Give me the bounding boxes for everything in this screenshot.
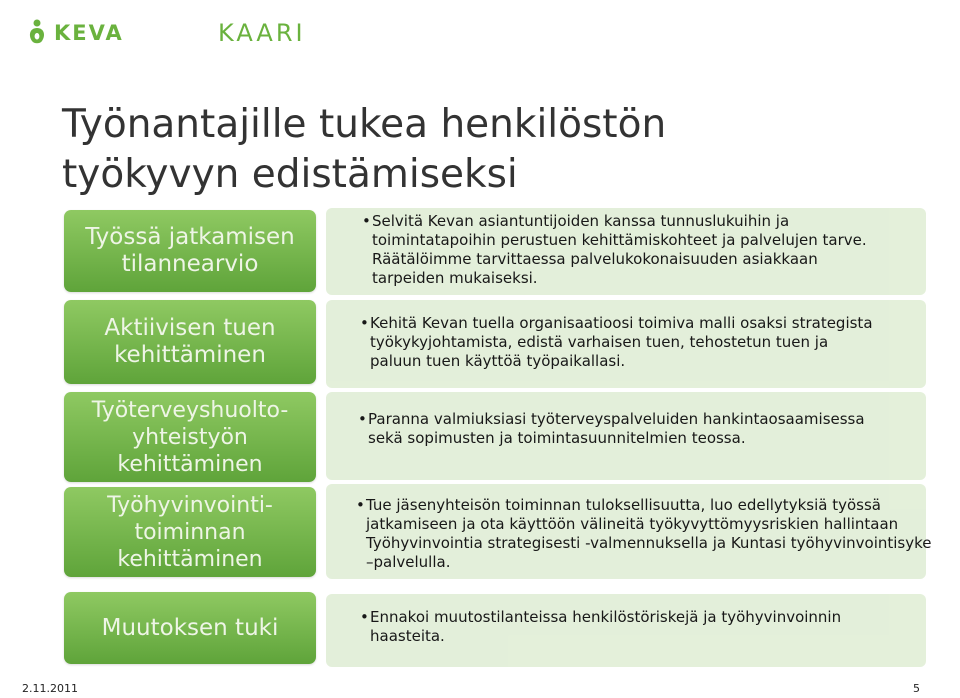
- row-4-label-line-3: kehittäminen: [117, 546, 263, 572]
- row-2-text: Kehitä Kevan tuella organisaatioosi toimiva malli osaksi strategista työkykyjohtamista, edistä varhaisen tuen, tehostetun tuen ja paluun tuen käyttöä työpaikallasi.: [370, 314, 873, 370]
- page-number: 5: [913, 682, 920, 695]
- row-4-label-box: [64, 487, 316, 577]
- bullet-icon: •: [362, 212, 371, 230]
- row-1-label-line-2: tilannearvio: [121, 251, 259, 277]
- keva-logo-text: KEVA: [54, 21, 124, 45]
- footer-date: 2.11.2011: [22, 682, 78, 695]
- kaari-logo: [218, 18, 306, 48]
- row-3-description-panel: [326, 392, 926, 480]
- bullet-icon: •: [358, 410, 367, 428]
- row-3-label-line-1: Työterveyshuolto-: [91, 397, 289, 423]
- bullet-icon: •: [356, 496, 365, 514]
- row-3-label-line-2: yhteistyön: [132, 424, 248, 450]
- bullet-icon: •: [360, 608, 369, 626]
- row-5-label-line-1: Muutoksen tuki: [101, 614, 279, 641]
- row-4-text: Tue jäsenyhteisön toiminnan tuloksellisuutta, luo edellytyksiä työssä jatkamiseen ja ota käyttöön välineitä työkyvyttömyysriskien hallintaan Työhyvinvointia strategisesti -valmennuksella ja Kuntasi työhyvinvointisyke –palvelulla.: [366, 496, 932, 571]
- row-5-label-box: [64, 592, 316, 664]
- page-title: [62, 100, 922, 200]
- row-4-label-line-2: toiminnan: [134, 519, 246, 545]
- keva-logo: [26, 18, 124, 48]
- row-1-label-line-1: Työssä jatkamisen: [85, 224, 295, 250]
- title-line-2: työkyvyn edistämiseksi: [62, 152, 518, 197]
- row-4-description-panel: [326, 484, 932, 579]
- row-2-description-panel: [326, 300, 926, 388]
- keva-logo-mark-icon: [26, 19, 48, 47]
- row-3-text: Paranna valmiuksiasi työterveyspalveluiden hankintaosaamisessa sekä sopimusten ja toimintasuunnitelmien teossa.: [368, 410, 865, 447]
- row-1-description-panel: [326, 208, 926, 295]
- row-3-label-box: [64, 392, 316, 482]
- row-2-label-line-1: Aktiivisen tuen: [104, 315, 276, 341]
- row-5-text: Ennakoi muutostilanteissa henkilöstöriskejä ja työhyvinvoinnin haasteita.: [370, 608, 842, 645]
- title-line-1: Työnantajille tukea henkilöstön: [62, 102, 667, 147]
- row-3-label-line-3: kehittäminen: [117, 451, 263, 477]
- row-2-label-line-2: kehittäminen: [114, 342, 266, 368]
- row-2-label-box: [64, 300, 316, 384]
- bullet-icon: •: [360, 314, 369, 332]
- row-5-description-panel: [326, 594, 926, 667]
- row-1-text: Selvitä Kevan asiantuntijoiden kanssa tunnuslukuihin ja toimintatapoihin perustuen kehittämiskohteet ja palvelujen tarve. Räätälöimme tarvittaessa palvelukokonaisuuden asiakkaan tarpeiden mukaiseksi.: [372, 212, 867, 287]
- row-4-label-line-1: Työhyvinvointi-: [107, 492, 273, 518]
- kaari-logo-text: KAARI: [218, 19, 306, 47]
- row-1-label-box: [64, 210, 316, 292]
